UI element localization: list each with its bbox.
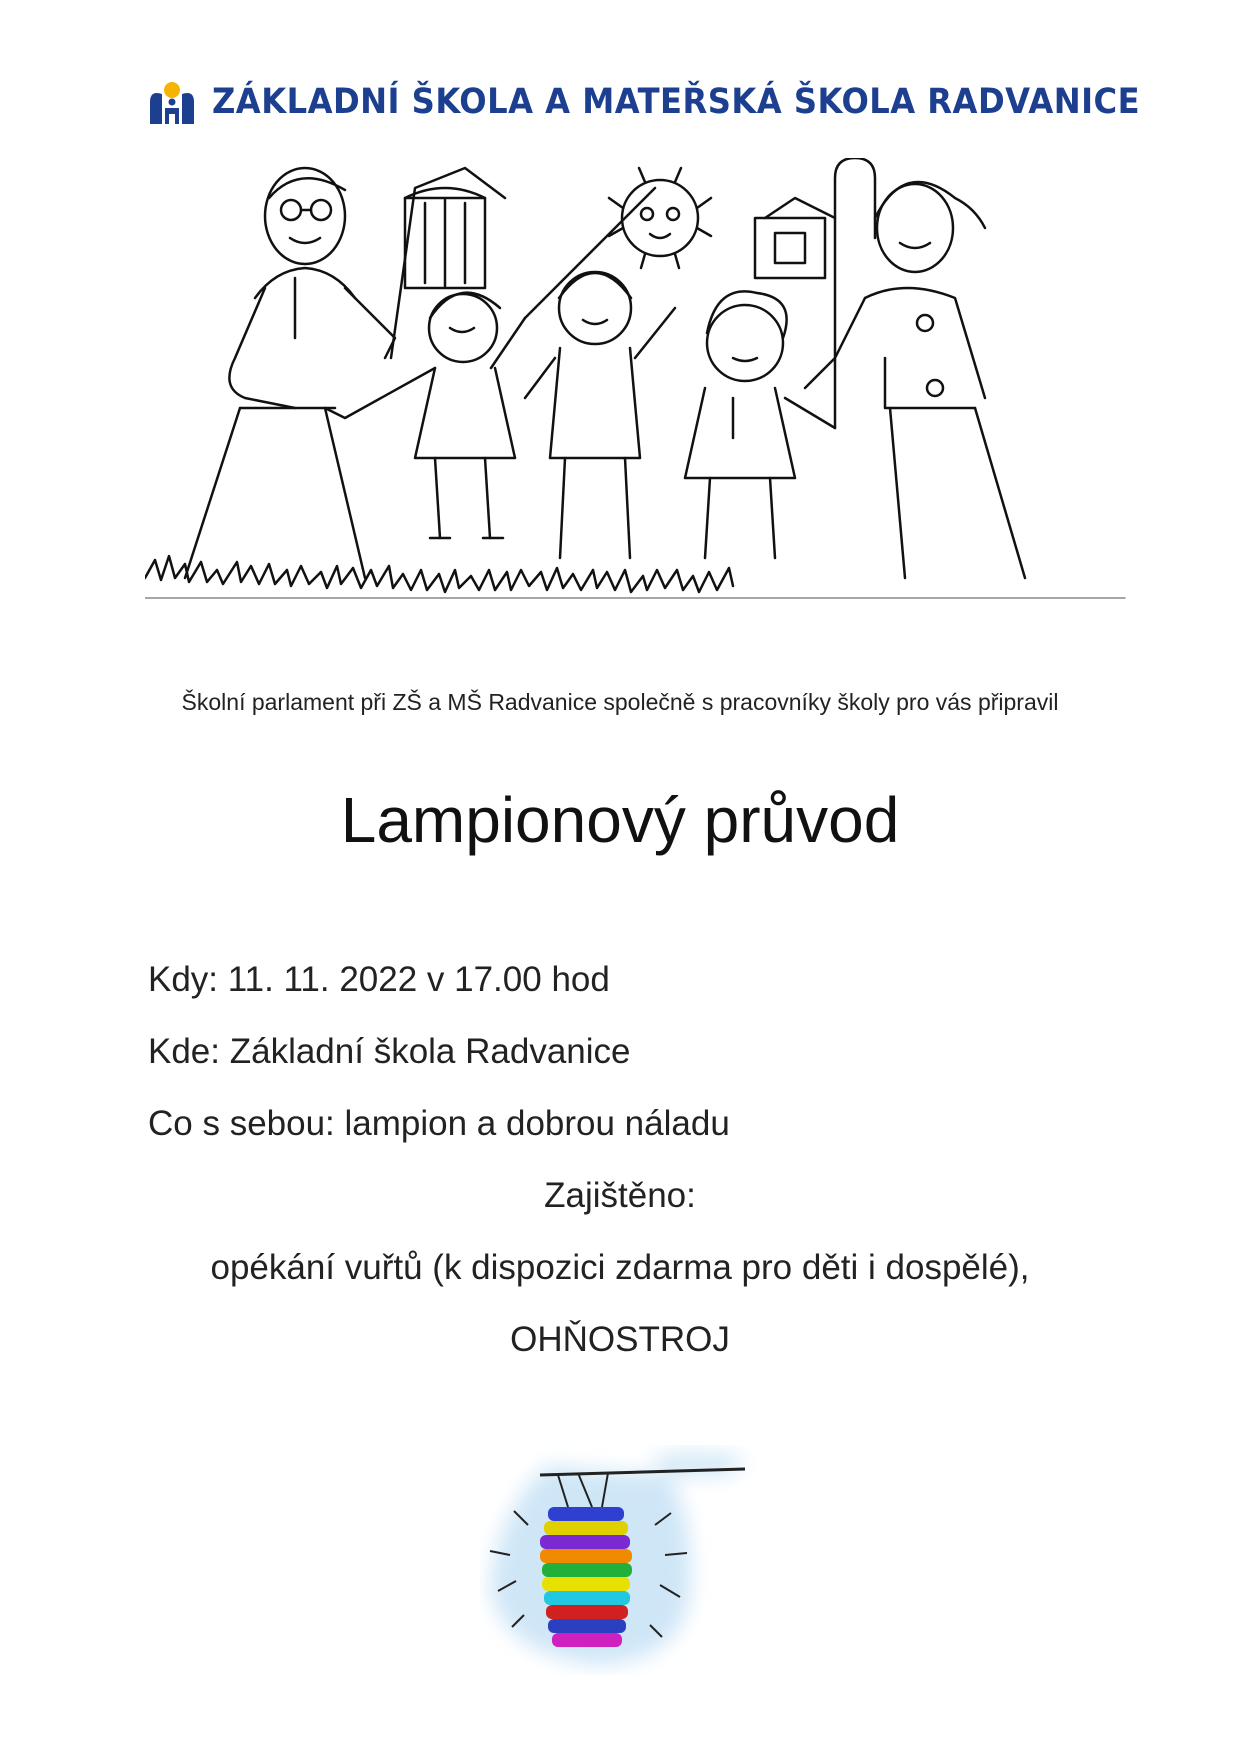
provided-fireworks: OHŇOSTROJ [510,1320,730,1359]
event-title: Lampionový průvod [340,784,900,856]
school-logo-icon [146,76,198,128]
event-when: Kdy: 11. 11. 2022 v 17.00 hod [148,960,610,999]
school-name: ZÁKLADNÍ ŠKOLA A MATEŘSKÁ ŠKOLA RADVANICE [212,82,1141,122]
provided-food: opékání vuřtů (k dispozici zdarma pro děti i dospělé), [210,1248,1030,1287]
event-bring: Co s sebou: lampion a dobrou náladu [148,1104,730,1143]
school-header [146,74,1141,130]
provided-label: Zajištěno: [544,1176,696,1215]
event-where: Kde: Základní škola Radvanice [148,1032,631,1071]
rainbow-lantern-icon [480,1445,780,1675]
family-lanterns-drawing-icon [145,158,1140,618]
intro-text: Školní parlament při ZŠ a MŠ Radvanice společně s pracovníky školy pro vás připravil [181,689,1059,715]
